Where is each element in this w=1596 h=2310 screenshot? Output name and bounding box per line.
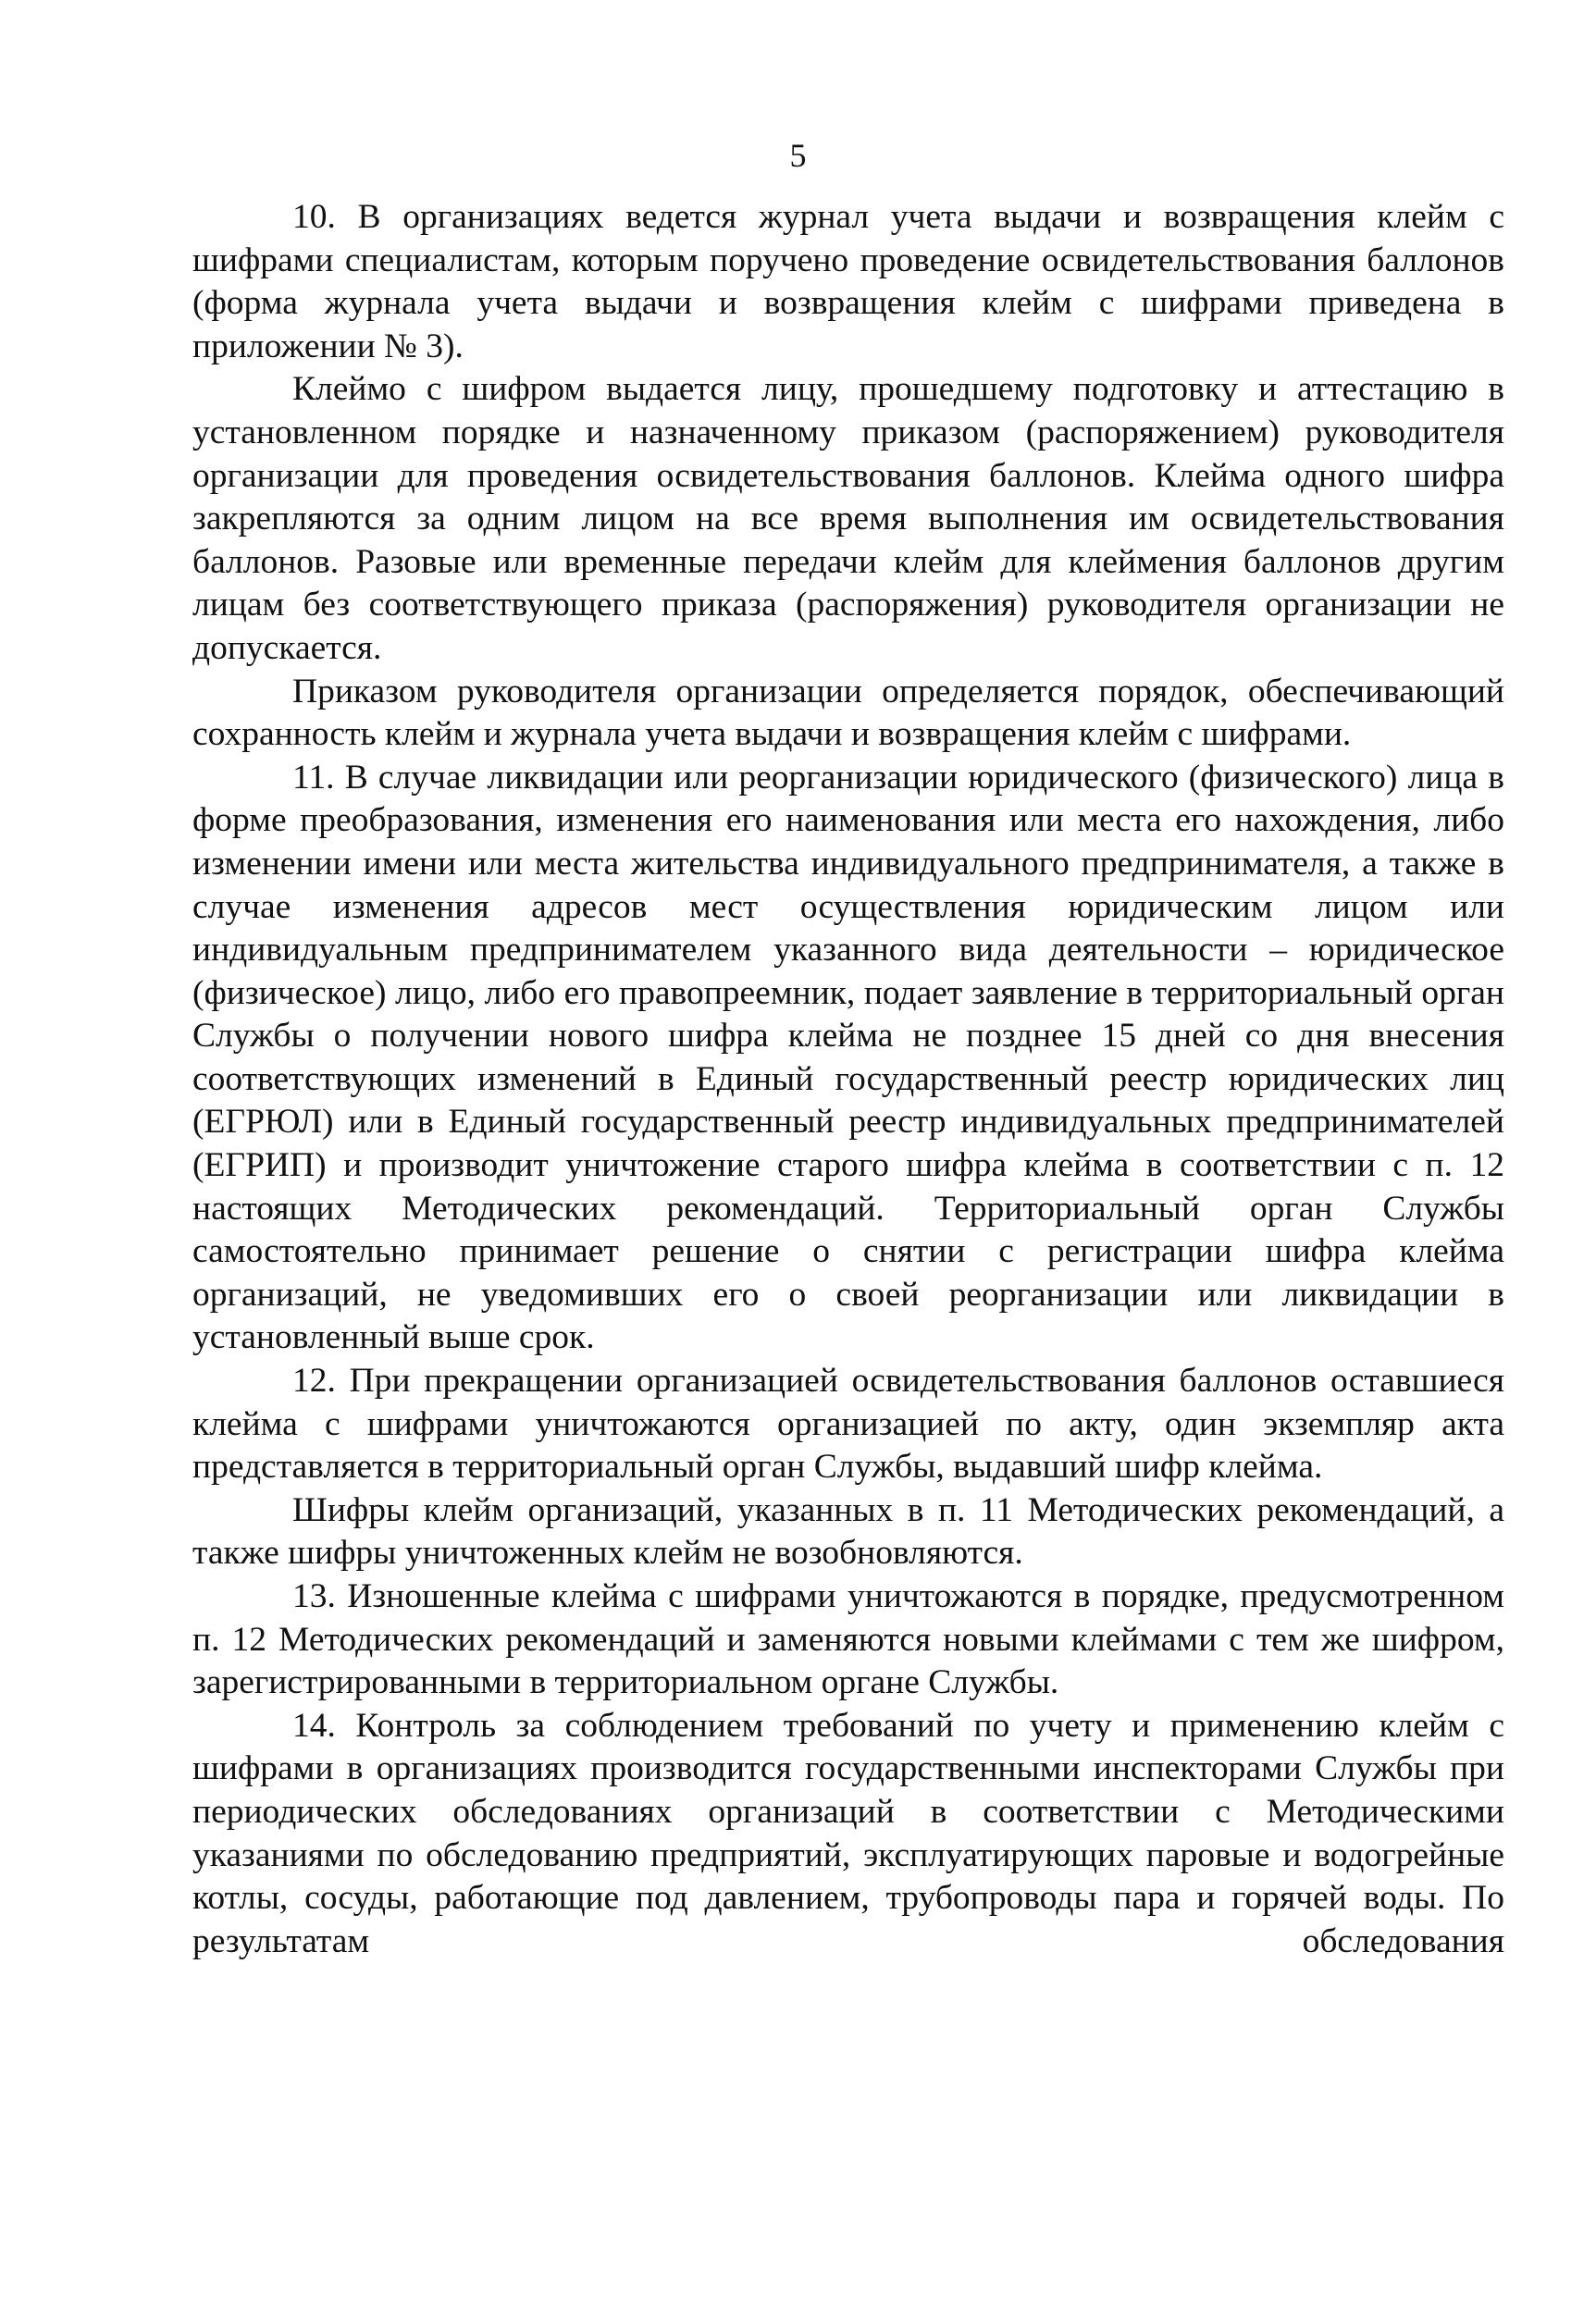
page-number: 5 (789, 137, 807, 174)
paragraph-ciphers-not-renewed: Шифры клейм организаций, указанных в п. 11 Методических рекомендаций, а также шифры уничтоженных клейм не возобновляются. (192, 1490, 1504, 1573)
document-body (192, 196, 1504, 1963)
paragraph-13-worn-stamps: 13. Изношенные клейма с шифрами уничтожаются в порядке, предусмотренном п. 12 Методических рекомендаций и заменяются новыми клеймами с тем же шифром, зарегистрированными в территориальном органе Службы. (192, 1577, 1504, 1702)
paragraph-stamp-issuance: Клеймо с шифром выдается лицу, прошедшему подготовку и аттестацию в установленном порядке и назначенному приказом (распоряжением) руководителя организации для проведения освидетельствования баллонов. Клейма одного шифра закрепляются за одним лицом на все время выполнения им освидетельствования баллонов. Разовые или временные передачи клейм для клеймения баллонов другим лицам без соответствующего приказа (распоряжения) руководителя организации не допускается. (192, 370, 1504, 667)
paragraph-10-journal: 10. В организациях ведется журнал учета выдачи и возвращения клейм с шифрами специалистам, которым поручено проведение освидетельствования баллонов (форма журнала учета выдачи и возвращения клейм с шифрами приведена в приложении № 3). (192, 198, 1504, 365)
paragraph-14-control: 14. Контроль за соблюдением требований по учету и применению клейм с шифрами в организациях производится государственными инспекторами Службы при периодических обследованиях организаций в соответствии с Методическими указаниями по обследованию предприятий, эксплуатирующих паровые и водогрейные котлы, сосуды, работающие под давлением, трубопроводы пара и горячей воды. По результатам обследования (192, 1706, 1504, 1960)
paragraph-director-order: Приказом руководителя организации определяется порядок, обеспечивающий сохранность клейм и журнала учета выдачи и возвращения клейм с шифрами. (192, 672, 1504, 754)
paragraph-12-termination: 12. При прекращении организацией освидетельствования баллонов оставшиеся клейма с шифрами уничтожаются организацией по акту, один экземпляр акта представляется в территориальный орган Службы, выдавший шифр клейма. (192, 1362, 1504, 1487)
paragraph-11-reorganization: 11. В случае ликвидации или реорганизации юридического (физического) лица в форме преобразования, изменения его наименования или места его нахождения, либо изменении имени или места жительства индивидуального предпринимателя, а также в случае изменения адресов мест осуществления юридическим лицом или индивидуальным предпринимателем указанного вида деятельности – юридическое (физическое) лицо, либо его правопреемник, подает заявление в территориальный орган Службы о получении нового шифра клейма не позднее 15 дней со дня внесения соответствующих изменений в Единый государственный реестр юридических лиц (ЕГРЮЛ) или в Единый государственный реестр индивидуальных предпринимателей (ЕГРИП) и производит уничтожение старого шифра клейма в соответствии с п. 12 настоящих Методических рекомендаций. Территориальный орган Службы самостоятельно принимает решение о снятии с регистрации шифра клейма организаций, не уведомивших его о своей реорганизации или ликвидации в установленный выше срок. (192, 758, 1504, 1357)
